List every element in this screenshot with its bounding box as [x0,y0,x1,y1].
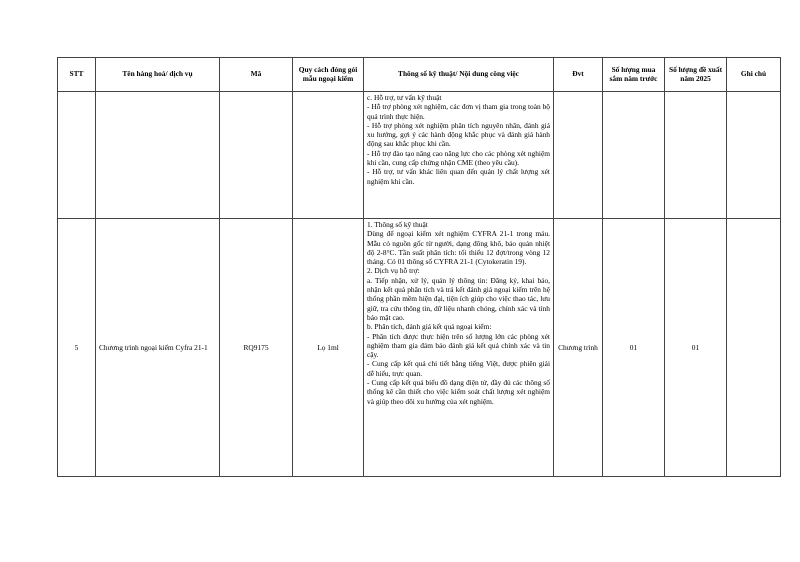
cell-notes [727,92,781,219]
cell-qty-last-year [603,92,665,219]
spec-line: 1. Thông số kỹ thuật [367,220,428,229]
cell-qty-last-year: 01 [603,219,665,477]
cell-unit [554,92,603,219]
spec-line: 2. Dịch vụ hỗ trợ: [367,266,420,276]
spec-line: - Cung cấp kết quả biểu đồ dạng điện tử, đầy đủ các thông số thống kê cần thiết cho việc kiểm soát chất lượng xét nghiệm và giúp theo dõi xu hướng của xét nghiệm. [367,378,550,406]
cell-packaging [293,92,364,219]
spec-line: b. Phân tích, đánh giá kết quả ngoại kiểm: [367,322,492,332]
specification-table [57,57,781,477]
cell-item-name [96,92,220,219]
spec-line: - Hỗ trợ đào tạo nâng cao năng lực cho các phòng xét nghiệm khi cần, cung cấp chứng nhận CME (theo yêu cầu). [367,148,550,168]
cell-packaging: Lọ 1ml [293,219,364,477]
spec-line: - Hỗ trợ phòng xét nghiệm phân tích nguyên nhân, đánh giá xu hướng, gợi ý các hành động khắc phục và đánh giá hành động sau khắc phục khi cần. [367,120,550,149]
header-unit: Đvt [554,58,603,92]
spec-line: a. Tiếp nhận, xử lý, quản lý thông tin: Đăng ký, khai báo, nhận kết quả phân tích và trả kết đánh giá ngoại kiểm trên hệ thống phần mềm hiện đại, tiện ích giúp cho việc thao tác, lưu giữ, tra cứu thông tin, dữ liệu nhanh chóng, chính xác và tính bảo mật cao. [367,275,550,322]
cell-stt: 5 [58,219,96,477]
header-qty-last-year: Số lượng mua sắm năm trước [603,58,665,92]
header-packaging: Quy cách đóng gói mẫu ngoại kiểm [293,58,364,92]
spec-line: Dùng để ngoại kiểm xét nghiệm CYFRA 21-1 trong máu. Mẫu có nguồn gốc từ người, dạng đông khô, bảo quản nhiệt độ 2-8°C. Tần suất phân tích: tối thiểu 12 đợt/trong vòng 12 tháng. Có 01 thông số CYFRA 21-1 (Cytokeratin 19). [367,229,550,267]
header-code: Mã [220,58,293,92]
cell-specs [364,92,554,219]
header-stt: STT [58,58,96,92]
cell-notes [727,219,781,477]
header-notes: Ghi chú [727,58,781,92]
header-item-name: Tên hàng hoá/ dịch vụ [96,58,220,92]
table-row [58,92,781,219]
cell-qty-2025 [665,92,727,219]
spec-line: - Hỗ trợ phòng xét nghiệm, các đơn vị tham gia trong toàn bộ quá trình thực hiện. [367,102,550,121]
spec-line: - Cung cấp kết quả chi tiết bằng tiếng Việt, được phiên giải dễ hiểu, trực quan. [367,359,550,378]
table-header-row [58,58,781,92]
spec-line: c. Hỗ trợ, tư vấn kỹ thuật [367,93,442,102]
spec-line: - Hỗ trợ, tư vấn khác liên quan đến quản lý chất lượng xét nghiệm khi cần. [367,167,550,186]
cell-code: RQ9175 [220,219,293,477]
header-specs: Thông số kỹ thuật/ Nội dung công việc [364,58,554,92]
cell-item-name: Chương trình ngoại kiểm Cyfra 21-1 [96,219,220,477]
cell-specs [364,219,554,477]
cell-stt [58,92,96,219]
cell-code [220,92,293,219]
header-qty-2025: Số lượng đề xuất năm 2025 [665,58,727,92]
cell-qty-2025: 01 [665,219,727,477]
table-row [58,219,781,477]
spec-line: - Phân tích được thực hiện trên số lượng lớn các phòng xét nghiệm tham gia đảm bảo đánh giá kết quả chính xác và tin cậy. [367,331,550,360]
cell-unit: Chương trình [554,219,603,477]
